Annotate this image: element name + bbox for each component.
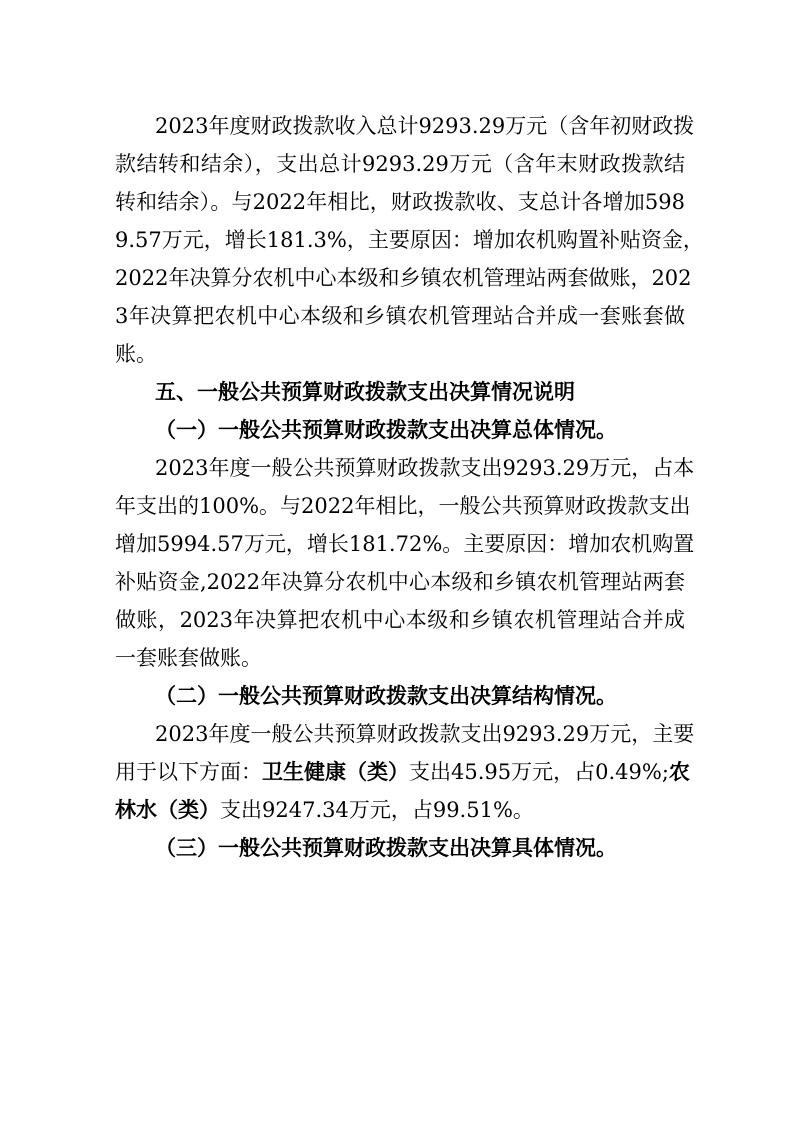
category-health: 卫生健康（类） [262, 759, 409, 784]
para1-line-2: 款结转和结余），支出总计9293.29万元（含年末财政拨款结 [115, 152, 685, 176]
section-heading: 五、一般公共预算财政拨款支出决算情况说明 [155, 379, 575, 404]
para1-line-1: 2023年度财政拨款收入总计9293.29万元（含年初财政拨 [155, 114, 695, 138]
para2-line-6: 一套账套做账。 [115, 646, 262, 670]
para3-line-1: 2023年度一般公共预算财政拨款支出9293.29万元，主要 [155, 722, 695, 746]
para2-line-1: 2023年度一般公共预算财政拨款支出9293.29万元，占本 [155, 456, 695, 480]
para1-line-6: 3年决算把农机中心本级和乡镇农机管理站合并成一套账套做 [115, 304, 685, 328]
subsection-heading-3: （三）一般公共预算财政拨款支出决算具体情况。 [155, 835, 617, 860]
para3-line-2 [115, 753, 690, 791]
subsection-heading-1: （一）一般公共预算财政拨款支出决算总体情况。 [155, 417, 617, 442]
para3-line-2-mid: 支出45.95万元，占0.49%; [409, 760, 669, 784]
para3-line-3 [115, 791, 685, 829]
para2-line-5: 做账，2023年决算把农机中心本级和乡镇农机管理站合并成 [115, 608, 685, 632]
para3-line-2-prefix: 用于以下方面： [115, 760, 262, 784]
category-agri-part2: 林水（类） [115, 797, 220, 822]
para1-line-3: 转和结余）。与2022年相比，财政拨款收、支总计各增加598 [115, 190, 685, 214]
para2-line-4: 补贴资金,2022年决算分农机中心本级和乡镇农机管理站两套 [115, 570, 685, 594]
para1-line-7: 账。 [115, 342, 157, 366]
subsection-heading-2: （二）一般公共预算财政拨款支出决算结构情况。 [155, 683, 617, 708]
para2-line-3: 增加5994.57万元，增长181.72%。主要原因：增加农机购置 [115, 532, 695, 556]
category-agri-part1: 农 [668, 759, 690, 784]
para2-line-2: 年支出的100%。与2022年相比，一般公共预算财政拨款支出 [115, 494, 691, 518]
para1-line-4: 9.57万元，增长181.3%，主要原因：增加农机购置补贴资金， [115, 228, 704, 252]
para1-line-5: 2022年决算分农机中心本级和乡镇农机管理站两套做账，202 [115, 266, 692, 290]
para3-line-3-rest: 支出9247.34万元，占99.51%。 [220, 798, 534, 822]
